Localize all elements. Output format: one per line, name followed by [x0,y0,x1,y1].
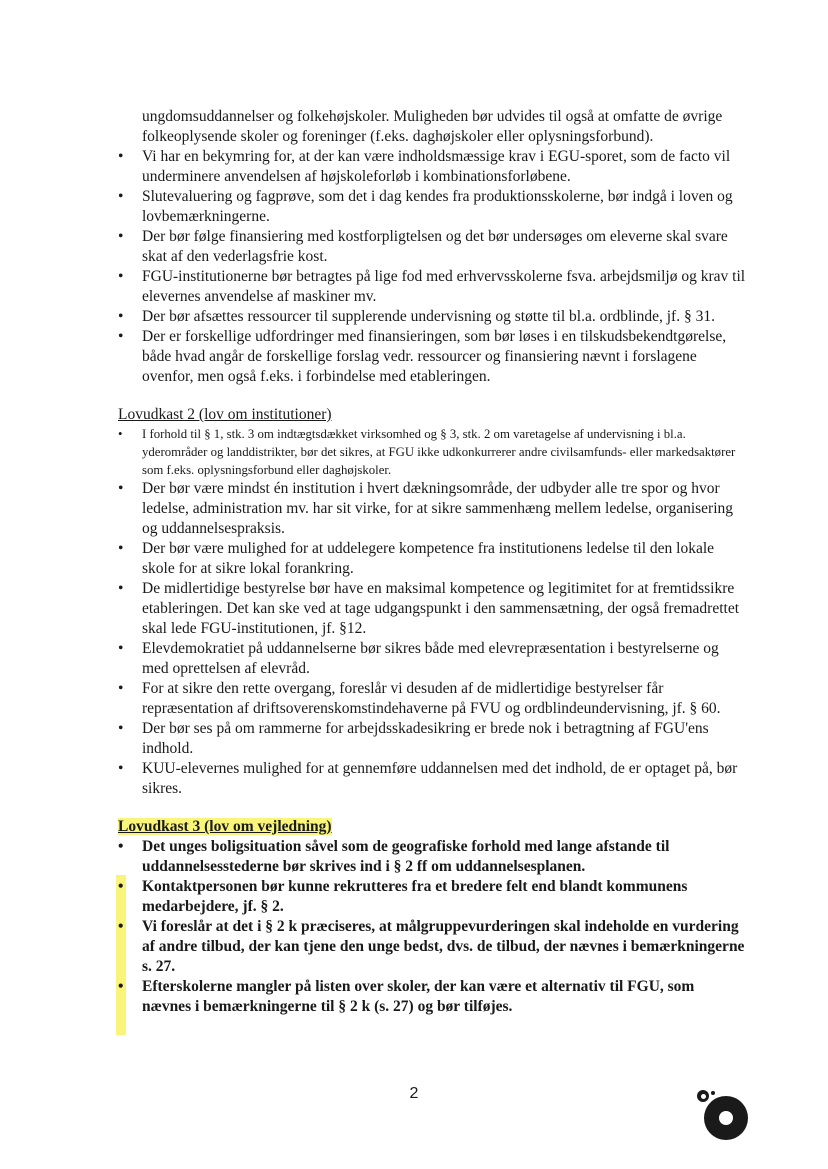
bullet-icon: • [118,188,124,205]
section2-heading: Lovudkast 2 (lov om institutioner) [118,406,332,423]
bullet-icon: • [118,540,124,557]
bullet-icon: • [118,720,124,737]
bullet-icon: • [118,878,124,895]
section3 [118,817,746,1017]
list-item: • Kontaktpersonen bør kunne rekrutteres fra et bredere felt end blandt kommunens medarbejdere, jf. § 2. [118,878,688,915]
bullet-icon: • [118,148,124,165]
section2-small-list [118,425,746,479]
page-content [118,107,746,1017]
list-item: • Slutevaluering og fagprøve, som det i dag kendes fra produktionsskolerne, bør indgå i loven og lovbemærkningerne. [118,188,733,225]
section2-list [118,479,746,799]
bullet-icon: • [118,427,123,441]
list-item: • Der bør afsættes ressourcer til supplerende undervisning og støtte til bl.a. ordblinde, jf. § 31. [118,308,715,325]
intro-continuation: ungdomsuddannelser og folkehøjskoler. Muligheden bør udvides til også at omfatte de øvrige folkeoplysende skoler og foreninger (f.eks. daghøjskoler eller oplysningsforbund). [142,108,723,145]
list-item: • Elevdemokratiet på uddannelserne bør sikres både med elevrepræsentation i bestyrelserne og med oprettelsen af elevråd. [118,640,719,677]
bullet-icon: • [118,328,124,345]
list-item: • For at sikre den rette overgang, foreslår vi desuden af de midlertidige bestyrelser får repræsentation af driftsoverenskomstindehaverne på FVU og ordblindeundervisning, jf. § 60. [118,680,721,717]
bullet-icon: • [118,228,124,245]
list-item: • Vi har en bekymring for, at der kan være indholdsmæssige krav i EGU-sporet, som de facto vil underminere anvendelsen af højskoleforløb i kombinationsforløbene. [118,148,731,185]
list-item: • Det unges boligsituation såvel som de geografiske forhold med lange afstande til uddannelsesstederne bør skrives ind i § 2 ff om uddannelsesplanen. [118,838,670,875]
list-item: • KUU-elevernes mulighed for at gennemføre uddannelsen med det indhold, de er optaget på, bør sikres. [118,760,738,797]
page-number: 2 [409,1085,419,1102]
bullet-icon: • [118,580,124,597]
bullet-icon: • [118,308,124,325]
bullet-icon: • [118,978,124,995]
list-item: • Der bør følge finansiering med kostforpligtelsen og det bør undersøges om eleverne skal svare skat af den vederlagsfrie kost. [118,228,728,265]
bullet-icon: • [118,838,124,855]
section1-list [118,147,746,387]
list-item: • De midlertidige bestyrelse bør have en maksimal kompetence og legitimitet for at fremtidssikre etableringen. Det kan ske ved at tage udgangspunkt i den sammensætning, der også fremadrettet skal lede FGU-institutionen, jf. §12. [118,580,739,637]
bullet-icon: • [118,268,124,285]
logo-circle-icon [704,1096,748,1140]
list-item: • Der bør ses på om rammerne for arbejdsskadesikring er brede nok i betragtning af FGU'ens indhold. [118,720,709,757]
list-item: • Der er forskellige udfordringer med finansieringen, som bør løses i en tilskudsbekendtgørelse, både hvad angår de forskellige forslag vedr. ressourcer og finansiering nævnt i forslagene ovenfor, men også f.eks. i forbindelse med etableringen. [118,328,727,385]
list-item: • FGU-institutionerne bør betragtes på lige fod med erhvervsskolerne fsva. arbejdsmiljø og krav til elevernes anvendelse af maskiner mv. [118,268,746,305]
list-item: • Der bør være mindst én institution i hvert dækningsområde, der udbyder alle tre spor og hvor ledelse, administration mv. har sit virke, for at sikre sammenhæng mellem ledelse, organisering og uddannelsespraksis. [118,480,734,537]
logo-small-circle-icon [697,1090,709,1102]
bullet-icon: • [118,680,124,697]
bullet-icon: • [118,760,124,777]
section3-heading: Lovudkast 3 (lov om vejledning) [118,818,332,835]
list-item: • Vi foreslår at det i § 2 k præciseres, at målgruppevurderingen skal indeholde en vurdering af andre tilbud, der kan tjene den unge bedst, dvs. de tilbud, der nævnes i bemærkningerne s. 27. [118,918,745,975]
bullet-icon: • [118,640,124,657]
bullet-icon: • [118,918,124,935]
list-item: • Der bør være mulighed for at uddelegere kompetence fra institutionens ledelse til den lokale skole for at sikre lokal forankring. [118,540,715,577]
section3-list [118,837,746,1017]
bullet-icon: • [118,480,124,497]
list-item: • I forhold til § 1, stk. 3 om indtægtsdækket virksomhed og § 3, stk. 2 om varetagelse af undervisning i bl.a. yderområder og landdistrikter, bør det sikres, at FGU ikke udkonkurrerer andre civilsamfunds- eller markedsaktører som f.eks. oplysningsforbund eller daghøjskoler. [118,427,736,477]
list-item: • Efterskolerne mangler på listen over skoler, der kan være et alternativ til FGU, som nævnes i bemærkningerne til § 2 k (s. 27) og bør tilføjes. [118,978,695,1015]
logo-dot-icon [711,1091,715,1095]
